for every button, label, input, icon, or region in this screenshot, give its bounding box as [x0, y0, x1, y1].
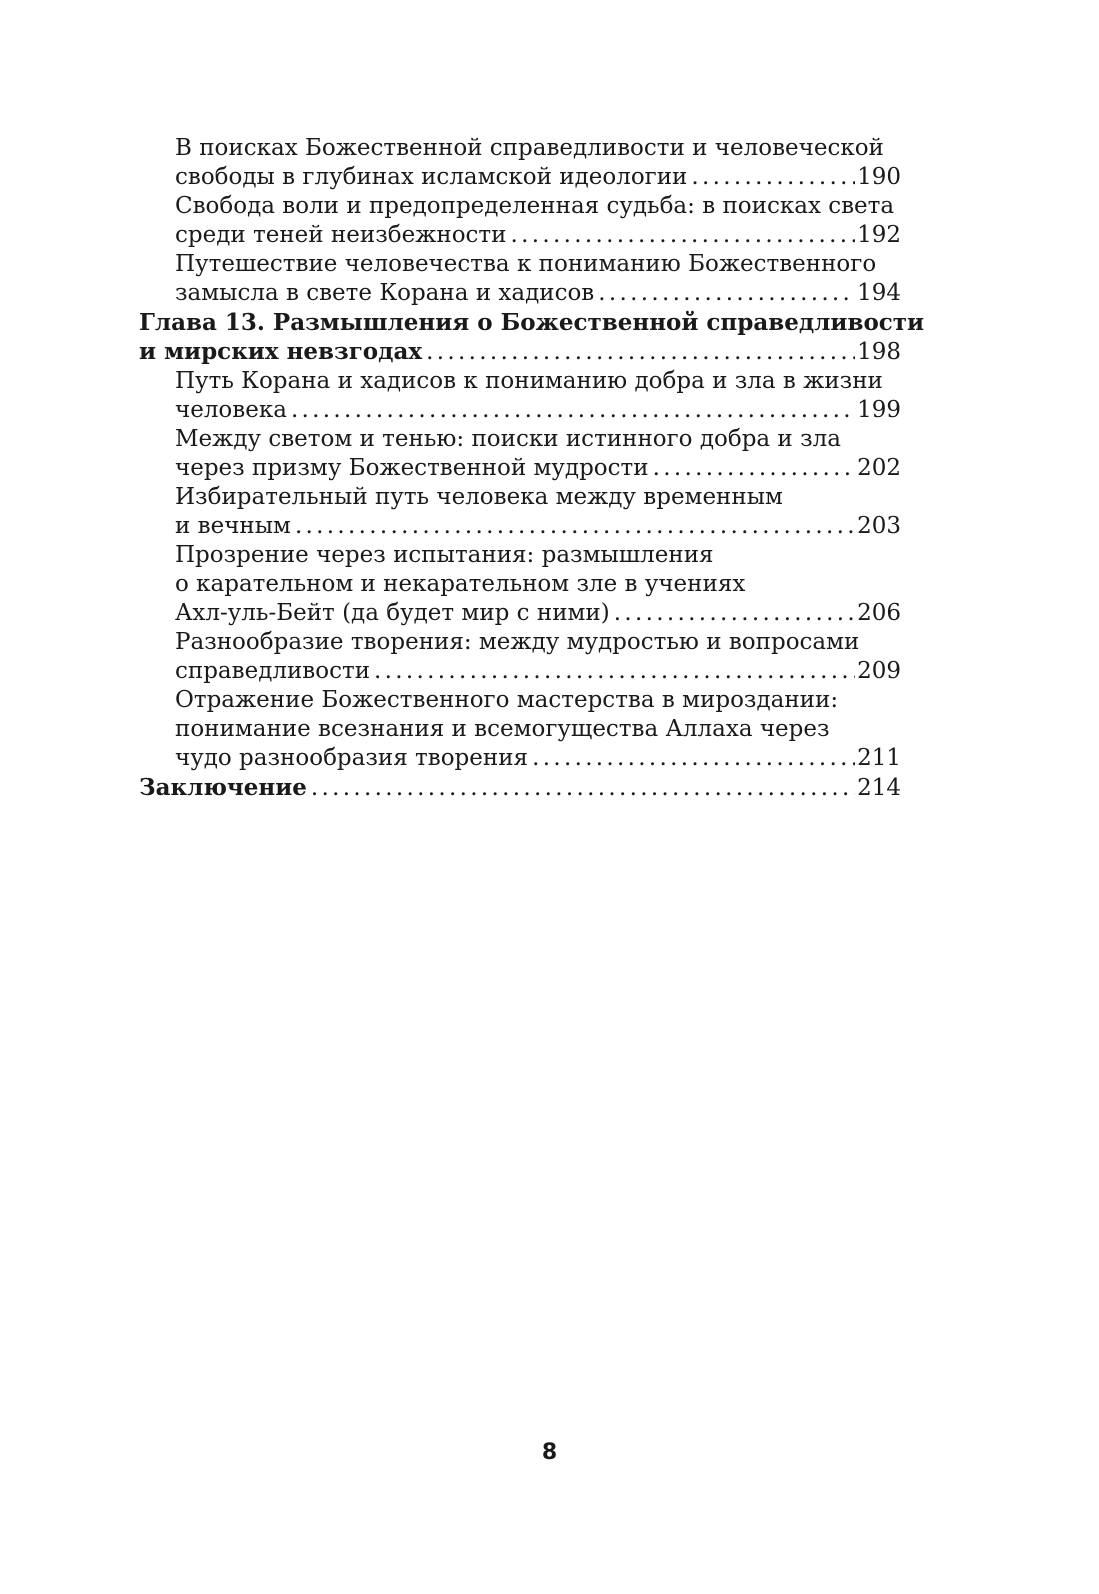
dot-leader: [614, 599, 855, 628]
toc-entry[interactable]: [139, 425, 901, 483]
toc-entry-text: Отражение Божественного мастерства в мироздании:: [175, 687, 839, 713]
toc-page-number: 190: [857, 164, 901, 190]
toc-entry-text: Между светом и тенью: поиски истинного добра и зла: [175, 426, 841, 452]
toc-entry[interactable]: [139, 250, 901, 308]
toc-entry-text: справедливости: [175, 658, 371, 684]
dot-leader: [374, 657, 855, 686]
dot-leader: [598, 279, 855, 308]
toc-entry-text: Путешествие человечества к пониманию Божественного: [175, 251, 877, 277]
toc-entry-text: через призму Божественной мудрости: [175, 455, 649, 481]
toc-entry-text: Избирательный путь человека между временным: [175, 484, 783, 510]
toc-entry[interactable]: [139, 541, 901, 628]
toc-entry-text: Путь Корана и хадисов к пониманию добра и зла в жизни: [175, 368, 883, 394]
toc-page-number: 211: [857, 745, 901, 771]
toc-entry[interactable]: [139, 686, 901, 773]
toc-entry[interactable]: [139, 192, 901, 250]
dot-leader: [311, 774, 855, 803]
toc-entry-text: о карательном и некарательном зле в учениях: [175, 571, 746, 597]
dot-leader: [510, 221, 855, 250]
toc-chapter-entry[interactable]: [139, 308, 925, 367]
toc-entry-text: В поисках Божественной справедливости и человеческой: [175, 135, 884, 161]
toc-chapter-entry[interactable]: [139, 773, 901, 803]
toc-entry-text: и вечным: [175, 513, 291, 539]
toc-entry-text: Прозрение через испытания: размышления: [175, 542, 714, 568]
dot-leader: [653, 454, 856, 483]
toc-entry[interactable]: [139, 134, 901, 192]
toc-entry[interactable]: [139, 483, 901, 541]
toc-entry-text: Глава 13. Размышления о Божественной справедливости: [139, 309, 925, 336]
toc-entry-text: и мирских невзгодах: [139, 338, 423, 365]
toc-page-number: 202: [857, 455, 901, 481]
toc-page-number: 214: [857, 775, 901, 801]
dot-leader: [295, 512, 855, 541]
table-of-contents: [139, 134, 925, 803]
toc-entry-text: Разнообразие творения: между мудростью и вопросами: [175, 629, 860, 655]
toc-page-number: 203: [857, 513, 901, 539]
toc-entry-text: Свобода воли и предопределенная судьба: в поисках света: [175, 193, 895, 219]
dot-leader: [426, 338, 855, 367]
toc-entry[interactable]: [139, 367, 901, 425]
toc-entry-text: замысла в свете Корана и хадисов: [175, 280, 595, 306]
dot-leader: [291, 396, 855, 425]
toc-page-number: 199: [857, 397, 901, 423]
page-number: 8: [541, 1440, 558, 1465]
toc-entry-text: среди теней неизбежности: [175, 222, 507, 248]
toc-entry-text: свободы в глубинах исламской идеологии: [175, 164, 688, 190]
toc-page-number: 192: [857, 222, 901, 248]
toc-page-number: 209: [857, 658, 901, 684]
toc-entry-text: чудо разнообразия творения: [175, 745, 529, 771]
toc-entry-text: человека: [175, 397, 287, 423]
dot-leader: [691, 163, 855, 192]
toc-entry[interactable]: [139, 628, 901, 686]
toc-entry-text: понимание всезнания и всемогущества Аллаха через: [175, 716, 830, 742]
toc-page-number: 206: [857, 600, 901, 626]
toc-entry-text: Ахл-уль-Бейт (да будет мир с ними): [175, 600, 610, 626]
toc-page-number: 198: [857, 339, 901, 365]
toc-entry-text: Заключение: [139, 774, 307, 801]
dot-leader: [532, 744, 855, 773]
toc-page-number: 194: [857, 280, 901, 306]
